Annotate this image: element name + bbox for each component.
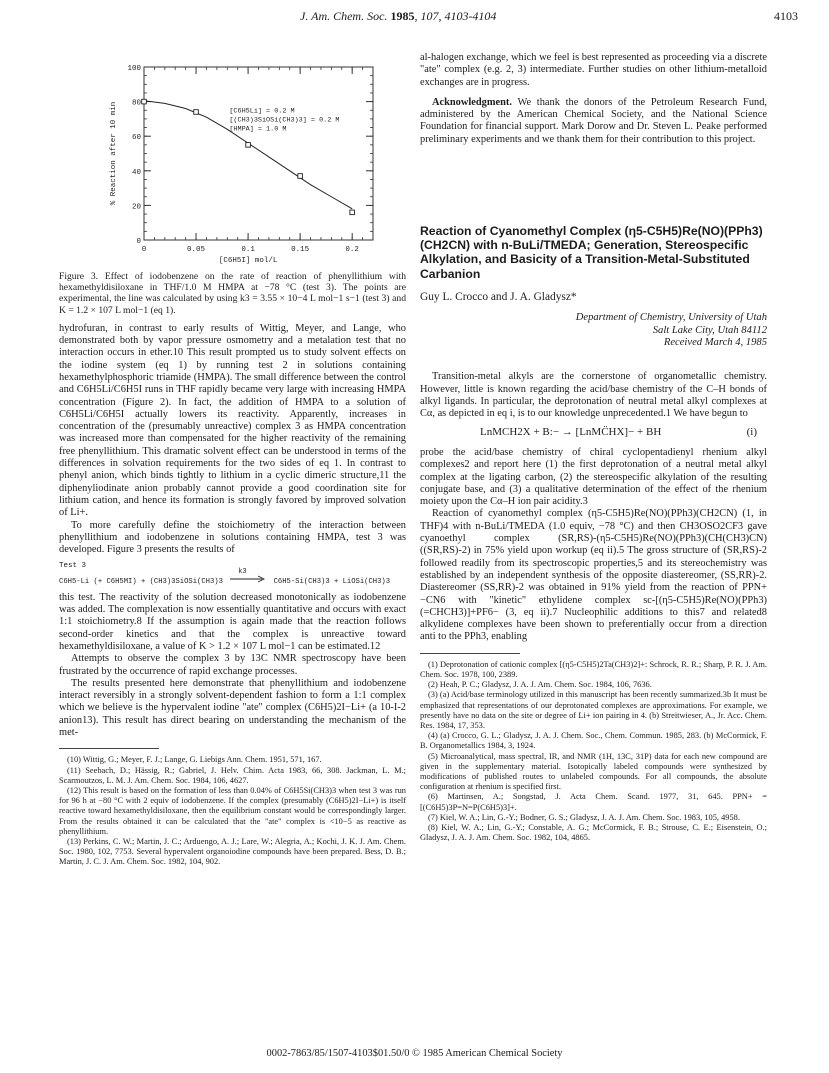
affiliation-city: Salt Lake City, Utah 84112 <box>652 325 767 337</box>
legend-entry: [C6H5Li] = 0.2 M <box>229 107 295 116</box>
right-paragraph-1: Transition-metal alkyls are the cornerstone of organometallic chemistry. However, little is known regarding the acid/base chemistry of the C–H bonds of alkyl ligands. In particular, the deprotonation of neutral metal alkyl complexes at Cα, as depicted in eq i, is to our knowledge unprecedented.1 We have begun to <box>420 371 767 420</box>
footnote: (4) (a) Crocco, G. L.; Gladysz, J. A. J. Chem. Soc., Chem. Commun. 1985, 283. (b) McCormick, F. B. Organometallics 1984, 3, 1924. <box>420 731 767 751</box>
authors: Guy L. Crocco and J. A. Gladysz* <box>420 290 577 303</box>
data-point <box>246 143 251 148</box>
left-column <box>59 52 406 868</box>
y-axis-label: % Reaction after 10 min <box>110 101 118 206</box>
y-tick-label: 20 <box>131 203 141 212</box>
x-tick-label: 0.2 <box>345 246 359 254</box>
test-3-scheme <box>59 567 406 587</box>
left-paragraph-5: The results presented here demonstrate that phenyllithium and iodobenzene interact reversibly in a strongly solvent-dependent fashion to form a 1:1 complex which we believe is the hypervalent iodine "ate" complex (C6H5)2I−Li+ (a 10-I-2 anion13). This result has direct bearing on understanding the mechanism of the met- <box>59 677 406 739</box>
x-tick-label: 0 <box>141 246 147 254</box>
equation-text: LnMCH2X + B:− → [LnMC̈HX]− + BH <box>480 425 662 438</box>
scheme-products: C6H5-Si(CH3)3 + LiOSi(CH3)3 <box>273 577 391 586</box>
footnote-rule <box>420 653 520 654</box>
data-point <box>350 210 355 215</box>
journal-year: 1985 <box>390 9 415 23</box>
article-title: Reaction of Cyanomethyl Complex (η5-C5H5)Re(NO)(PPh3)(CH2CN) with n-BuLi/TMEDA; Generation, Stereospecific Alkylation, and Basicity of a Transition-Metal-Substituted Carbanion <box>420 224 763 281</box>
figure-caption: Figure 3. Effect of iodobenzene on the rate of reaction of phenyllithium with hexamethyldisiloxane in THF/1.0 M HMPA at −78 °C (test 3). The points are experimental, the line was calculated by using k3 = 3.55 × 10−4 L mol−1 s−1 (test 3) and K = 1.2 × 107 L mol−1 (eq 1). <box>59 271 406 316</box>
x-tick-label: 0.15 <box>291 246 310 254</box>
data-point <box>298 174 303 179</box>
footnote: (13) Perkins, C. W.; Martin, J. C.; Arduengo, A. J.; Lare, W.; Alegria, A.; Kochi, J. K. J. Am. Chem. Soc. 1980, 102, 7753. Several hypervalent organoiodine compounds have been prepared. Bess, D. B.; Martin, J. C. J. Am. Chem. Soc. 1982, 104, 902. <box>59 836 406 867</box>
y-tick-label: 40 <box>131 168 141 177</box>
y-tick-label: 60 <box>131 134 141 143</box>
figure-3-chart <box>59 52 406 267</box>
left-paragraph-2: To more carefully define the stoichiometry of the interaction between phenyllithium and iodobenzene in solutions containing HMPA, test 3 was developed. Figure 3 presents the results of <box>59 519 406 556</box>
arrow-icon <box>230 575 266 583</box>
legend-entry: [(CH3)3SiOSi(CH3)3] = 0.2 M <box>229 116 340 125</box>
scheme-arrow <box>230 567 266 587</box>
data-point <box>142 99 147 104</box>
legend-entry: [HMPA] = 1.0 M <box>229 125 287 134</box>
footnote: (3) (a) Acid/base terminology utilized in this manuscript has been recently summarized.3b It must be emphasized that representations of our deprotonated complexes are approximations. For example, we presently have no data on the site or degree of Li+ ion pairing in 4. (b) Streitwieser, A., Jr. Acc. Chem. Res. 1984, 17, 353. <box>420 690 767 730</box>
journal-pages: 4103-4104 <box>444 9 497 23</box>
footnote: (6) Martinsen, A.; Songstad, J. Acta Chem. Scand. 1977, 31, 645. PPN+ = [(C6H5)3P=N=P(C6H5)3]+. <box>420 792 767 812</box>
equation-i <box>420 426 767 438</box>
running-header: J. Am. Chem. Soc. 1985, 107, 4103-4104 <box>300 9 497 23</box>
footnote-rule <box>59 748 159 749</box>
footnote: (12) This result is based on the formation of less than 0.04% of C6H5Si(CH3)3 when test 3 was run for 96 h at −80 °C with 2 equiv of iodobenzene. If the complex (presumably (C6H5)2I−Li+) is itself reactive toward hexamethyldisiloxane, then the equilibrium constant would be correspondingly larger. From the results obtained it can be calculated that the "ate" complex is <10−5 as reactive as phenyllithium. <box>59 785 406 836</box>
equation-number: (i) <box>746 425 757 438</box>
journal-volume: 107 <box>420 9 439 23</box>
left-paragraph-1: hydrofuran, in contrast to early results of Wittig, Meyer, and Lange, who demonstrated both by vapor pressure osmometry and a metalation test that no interaction occurs in ether.10 This result prompted us to study solvent effects on the iodine system (eq 1) by running test 2 in solutions containing hexamethylphosphoric triamide (HMPA). The small difference between the control and C6H5Li/C6H5I runs in THF rapidly became very large with increasing HMPA concentration (Figure 2). In fact, the addition of HMPA to a solution of C6H5Li/C6H5I actually lowers its reactivity. Apparently, increases in concentration of the (presumably unreactive) complex 3 as HMPA concentration was increased more than compensated for the higher reactivity of the remaining free phenyllithium. This dramatic solvent effect can be understood in terms of the differences in solvation requirements for the two sides of eq 1. In contrast to phenyl anion, which binds tightly to lithium in a cyclic dimeric structure,11 the diphenyliodinate anion probably cannot provide a good coordination site for lithium cation, and hence its formation is strongly favored by improved solvation of Li+. <box>59 322 406 519</box>
acknowledgment-heading: Acknowledgment. <box>432 96 512 108</box>
scheme-rate-constant: k3 <box>238 567 247 576</box>
y-tick-label: 0 <box>136 238 141 246</box>
acknowledgment <box>420 97 767 146</box>
plot-frame <box>144 67 373 240</box>
footnote: (5) Microanalytical, mass spectral, IR, and NMR (1H, 13C, 31P) data for each new compound are given in the supplementary material. Isotopically labeled compounds were synthesized by modifications of published routes to unlabeled compounds. For all compounds, the absolute configuration at rhenium is specified first. <box>420 751 767 792</box>
received-date: Received March 4, 1985 <box>663 337 767 349</box>
footnote: (7) Kiel, W. A.; Lin, G.-Y.; Bodner, G. S.; Gladysz, J. A. J. Am. Chem. Soc. 1983, 105, 4958. <box>428 812 740 822</box>
affiliation-department: Department of Chemistry, University of Utah <box>575 312 767 324</box>
x-tick-label: 0.1 <box>241 246 255 254</box>
page-number: 4103 <box>774 9 798 23</box>
figure-3 <box>59 52 406 267</box>
footnote: (2) Heah, P. C.; Gladysz, J. A. J. Am. Chem. Soc. 1984, 106, 7636. <box>428 680 652 690</box>
left-paragraph-3: this test. The reactivity of the solution decreased monotonically as iodobenzene was added. The complexation is now essentially quantitative and occurs with exact 1:1 stoichiometry.8 If the assumption is again made that the reaction follows second-order kinetics and that the complex is unreactive toward hexamethyldisiloxane, a value of K > 1.2 × 107 L mol−1 can be estimated.12 <box>59 591 406 652</box>
footnote: (1) Deprotonation of cationic complex [(η5-C5H5)2Ta(CH3)2]+: Schrock, R. R.; Sharp, P. R. J. Am. Chem. Soc. 1978, 100, 2389. <box>420 659 767 679</box>
footnote: (11) Seebach, D.; Hässig, R.; Gabriel, J. Helv. Chim. Acta 1983, 66, 308. Jackman, L. M.; Scarmoutzos, L. M. J. Am. Chem. Soc. 1984, 106, 4627. <box>59 765 406 785</box>
page-footer: 0002-7863/85/1507-4103$01.50/0 © 1985 American Chemical Society <box>266 1048 563 1059</box>
y-tick-label: 100 <box>127 65 141 73</box>
acknowledgment-text: We thank the donors of the Petroleum Research Fund, administered by the American Chemical Society, and the National Science Foundation for financial support. Mark Dorow and Dr. Steven L. Peake performed preliminary experiments and we thank them for their contribution to this project. <box>420 96 768 145</box>
right-paragraph-3: Reaction of cyanomethyl complex (η5-C5H5)Re(NO)(PPh3)(CH2CN) (1, in THF)4 with n-BuLi/TMEDA (1.0 equiv, −78 °C) and then CH3OSO2CF3 gave cyanoethyl complex (SR,RS)-(η5-C5H5)Re(NO)(PPh3)(CH(CH3)CN) ((SR,RS)-2) in 75% yield upon workup (eq ii).5 The gross structure of (SR,RS)-2 followed readily from its spectroscopic properties,5 and its stereochemistry was established by an independent synthesis of the opposite diastereomer, (SS,RR)-2. Diastereomer (SS,RR)-2 was obtained in 91% yield from the reaction of PPN+−CN6 with "kinetic" ethylidene complex sc-[(η5-C5H5)Re(NO)(PPh3)(=CHCH3)]+PF6− (3, eq ii).7 Nucleophilic additions to this7 and related8 alkylidene complexes have been shown to preferentially occur from a direction anti to the PPh3, enabling <box>420 508 767 643</box>
right-paragraph-top: al-halogen exchange, which we feel is best represented as proceeding via a discrete "ate" complex (e.g. 2, 3) intermediate. Further studies on other lithium-metalloid exchanges are in progress. <box>420 52 767 88</box>
scheme-reactants: C6H5-Li (+ C6H5MI) + (CH3)3SiOSi(CH3)3 <box>59 577 223 586</box>
test-3-label: Test 3 <box>59 562 87 571</box>
footnote: (10) Wittig, G.; Meyer, F. J.; Lange, G. Liebigs Ann. Chem. 1951, 571, 167. <box>67 755 322 765</box>
left-paragraph-4: Attempts to observe the complex 3 by 13C NMR spectroscopy have been frustrated by the occurrence of rapid exchange processes. <box>59 653 406 677</box>
x-tick-label: 0.05 <box>187 246 206 254</box>
right-paragraph-2: probe the acid/base chemistry of chiral cyclopentadienyl rhenium alkyl complexes2 and report here (1) the first deprotonation of a neutral metal alkyl complex at the ligating carbon, (2) the stereospecific alkylation of the resulting conjugate base, and (3) a qualitative determination of the effect of the rhenium moiety upon the Cα–H ion pair acidity.3 <box>420 446 767 508</box>
right-column <box>420 52 767 843</box>
data-point <box>194 110 199 115</box>
x-axis-label: [C6H5I] mol/L <box>218 257 278 265</box>
y-tick-label: 80 <box>131 99 141 108</box>
journal-name: J. Am. Chem. Soc. <box>300 9 388 23</box>
footnote: (8) Kiel, W. A.; Lin, G.-Y.; Constable, A. G.; McCormick, F. B.; Strouse, C. E.; Eisenstein, O.; Gladysz, J. A. J. Am. Chem. Soc. 1982, 104, 4865. <box>420 822 767 843</box>
